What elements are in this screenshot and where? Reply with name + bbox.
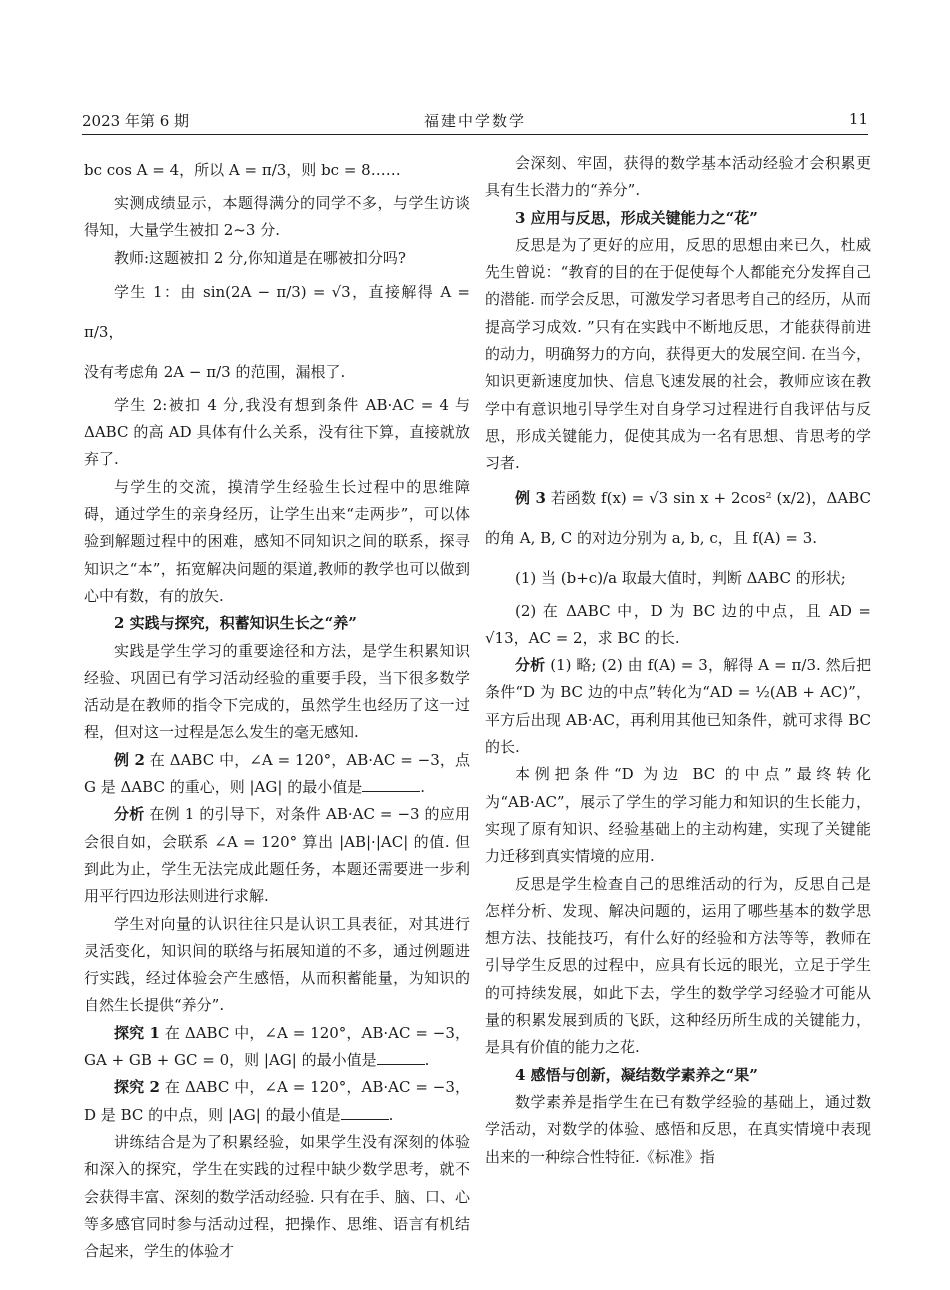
paragraph: 反思是为了更好的应用，反思的思想由来已久，杜威先生曾说：“教育的目的在于促使每个人都能充分发挥自己的潜能. 而学会反思，可激发学习者思考自己的经历，从而提高学习成效. ”只有在实践中不断地反思，才能获得前进的动力，明确努力的方向，获得更大的发展空间. 在当今，知识更新速度加快、信息飞速发展的社会，教师应该在教学中有意识地引导学生对自身学习过程进行自我评估与反思，形成关键能力，促使其成为一名有思想、肯思考的学习者. xyxy=(485,235,871,473)
journal-title: 福建中学数学 xyxy=(423,112,526,130)
explore-text: 在 ΔABC 中，∠A = 120°，AB·AC = −3，D 是 BC 的中点，则 |AG| 的最小值是 xyxy=(84,1078,470,1124)
analysis-text: 在例 1 的引导下，对条件 AB·AC = −3 的应用会很自如，会联系 ∠A = 120° 算出 |AB|·|AC| 的值. 但到此为止，学生无法完成此题任务，本题还需要进一步利用平行四边形法则进行求解. xyxy=(84,805,470,906)
section-heading-4: 4 感悟与创新，凝结数学素养之“果” xyxy=(515,1065,758,1084)
explore-label: 探究 1 xyxy=(114,1023,160,1042)
formula-line: bc cos A = 4，所以 A = π/3，则 bc = 8…… xyxy=(84,161,401,179)
paragraph: 教师:这题被扣 2 分,你知道是在哪被扣分吗? xyxy=(114,248,406,267)
paragraph: 实测成绩显示，本题得满分的同学不多，与学生访谈得知，大量学生被扣 2~3 分. xyxy=(84,194,470,240)
answer-blank xyxy=(362,777,420,792)
explore-1: 探究 1 在 ΔABC 中，∠A = 120°，AB·AC = −3，GA + GB + GC = 0，则 |AG| 的最小值是 . xyxy=(84,1023,470,1070)
paragraph: 讲练结合是为了积累经验，如果学生没有深刻的体验和深入的探究，学生在实践的过程中缺少数学思考，就不会获得丰富、深刻的数学活动经验. 只有在手、脑、口、心等多感官同时参与活动过程，把操作、思维、语言有机结合起来，学生的体验才 xyxy=(84,1132,470,1261)
answer-blank xyxy=(341,1105,389,1120)
section-heading-3: 3 应用与反思，形成关键能力之“花” xyxy=(515,208,758,227)
paragraph: 实践是学生学习的重要途径和方法，是学生积累知识经验、巩固已有学习活动经验的重要手段，当下很多数学活动是在教师的指令下完成的，虽然学生也经历了这一过程，但对这一过程是怎么发生的毫无感知. xyxy=(84,641,470,742)
paragraph: 与学生的交流，摸清学生经验生长过程中的思维障碍，通过学生的亲身经历，让学生出来“走两步”，可以体验到解题过程中的困难，感知不同知识之间的联系，探寻知识之“本”，拓宽解决问题的渠道,教师的教学也可以做到心中有数，有的放矢. xyxy=(84,477,470,605)
question-1: (1) 当 (b+c)/a 取最大值时，判断 ΔABC 的形状; xyxy=(515,568,846,587)
example-label: 例 3 xyxy=(515,488,546,507)
paragraph: 会深刻、牢固，获得的数学基本活动经验才会积累更具有生长潜力的“养分”. xyxy=(485,154,871,200)
analysis-label: 分析 xyxy=(114,805,145,824)
example-3 xyxy=(485,478,871,558)
analysis xyxy=(84,801,470,910)
explore-2: 探究 2 在 ΔABC 中，∠A = 120°，AB·AC = −3，D 是 BC 的中点，则 |AG| 的最小值是 . xyxy=(84,1078,470,1124)
right-column xyxy=(485,150,871,1171)
issue-label: 2023 年第 6 期 xyxy=(82,112,190,130)
analysis xyxy=(485,652,871,761)
explore-label: 探究 2 xyxy=(114,1078,160,1097)
student1-line-cont: 没有考虑角 2A − π/3 的范围，漏根了. xyxy=(84,362,346,381)
paragraph: 数学素养是指学生在已有数学经验的基础上，通过数学活动，对数学的体验、感悟和反思，在真实情境中表现出来的一种综合性特征.《标准》指 xyxy=(485,1092,871,1166)
analysis-label: 分析 xyxy=(515,656,546,675)
question-2: (2) 在 ΔABC 中，D 为 BC 边的中点，且 AD = √13，AC = 2，求 BC 的长. xyxy=(485,601,871,647)
example-label: 例 2 xyxy=(114,750,145,769)
paragraph: 本例把条件“D 为边 BC 的中点”最终转化为“AB·AC”，展示了学生的学习能力和知识的生长能力，实现了原有知识、经验基础上的主动构建，实现了关键能力迁移到真实情境的应用. xyxy=(485,765,871,866)
example-text: 在 ΔABC 中，∠A = 120°，AB·AC = −3，点 G 是 ΔABC 的重心，则 |AG| 的最小值是 xyxy=(84,750,470,797)
answer-blank xyxy=(377,1050,425,1065)
section-heading-2: 2 实践与探究，积蓄知识生长之“养” xyxy=(114,614,357,633)
student1-line: 学生 1：由 sin(2A − π/3) = √3，直接解得 A = π/3， xyxy=(84,282,470,341)
explore-text: 在 ΔABC 中，∠A = 120°，AB·AC = −3，GA + GB + GC = 0，则 |AG| 的最小值是 xyxy=(84,1023,470,1070)
paragraph: 学生 2:被扣 4 分,我没有想到条件 AB·AC = 4 与 ΔABC 的高 AD 具体有什么关系，没有往下算，直接就放弃了. xyxy=(84,395,470,469)
example-2: 例 2 在 ΔABC 中，∠A = 120°，AB·AC = −3，点 G 是 ΔABC 的重心，则 |AG| 的最小值是 . xyxy=(84,750,470,797)
left-column xyxy=(84,150,470,1265)
paragraph: 学生对向量的认识往往只是认识工具表征，对其进行灵活变化，知识间的联络与拓展知道的不多，通过例题进行实践，经过体验会产生感悟，从而积蓄能量，为知识的自然生长提供“养分”. xyxy=(84,914,470,1015)
example-text: 若函数 f(x) = √3 sin x + 2cos² (x/2)，ΔABC 的角 A, B, C 的对边分别为 a, b, c，且 f(A) = 3. xyxy=(485,488,871,547)
analysis-text: (1) 略; (2) 由 f(A) = 3，解得 A = π/3. 然后把条件“D 为 BC 边的中点”转化为“AD = ½(AB + AC)”，平方后出现 AB·AC，再利用其他已知条件，就可求得 BC 的长. xyxy=(485,656,871,757)
paragraph: 反思是学生检查自己的思维活动的行为，反思自己是怎样分析、发现、解决问题的，运用了哪些基本的数学思想方法、技能技巧，有什么好的经验和方法等等，教师在引导学生反思的过程中，应具有长远的眼光，立足于学生的可持续发展，如此下去，学生的数学学习经验才可能从量的积累发展到质的飞跃，这种经历所生成的关键能力，是具有价值的能力之花. xyxy=(485,874,871,1057)
page-header xyxy=(82,108,868,135)
page-number: 11 xyxy=(848,110,868,128)
